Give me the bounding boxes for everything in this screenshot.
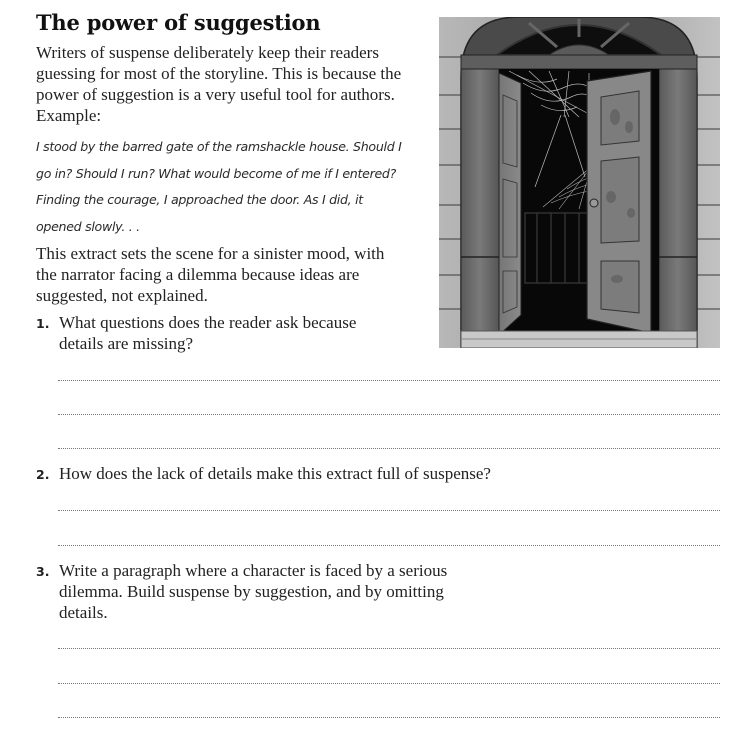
question-number: 2. — [36, 467, 50, 482]
answer-line-q2[interactable] — [58, 510, 720, 511]
intro-line: Example: — [36, 106, 102, 125]
analysis-line: the narrator facing a dilemma because ideas are — [36, 265, 360, 284]
answer-line-q1[interactable] — [58, 414, 720, 415]
extract-line: Finding the courage, I approached the door. As I did, it — [36, 192, 363, 207]
example-extract — [36, 134, 436, 240]
question-2 — [36, 463, 491, 484]
answer-line-q2[interactable] — [58, 545, 720, 546]
analysis-line: suggested, not explained. — [36, 286, 208, 305]
question-text: dilemma. Build suspense by suggestion, and by omitting — [59, 582, 444, 601]
right-pillar — [659, 69, 697, 348]
page-title: The power of suggestion — [36, 10, 321, 35]
question-text: Write a paragraph where a character is faced by a serious — [59, 561, 448, 580]
answer-line-q1[interactable] — [58, 380, 720, 381]
analysis-line: This extract sets the scene for a sinister mood, with — [36, 244, 385, 263]
answer-line-q3[interactable] — [58, 717, 720, 718]
intro-line: power of suggestion is a very useful tool for authors. — [36, 85, 395, 104]
left-pillar — [461, 69, 499, 348]
analysis-paragraph — [36, 243, 436, 306]
question-3 — [36, 560, 447, 623]
question-text: What questions does the reader ask because — [59, 313, 357, 332]
question-text: details. — [59, 603, 108, 622]
door-illustration-svg — [439, 17, 720, 348]
left-door-leaf — [499, 73, 521, 335]
door-lintel — [461, 55, 697, 69]
answer-line-q3[interactable] — [58, 683, 720, 684]
answer-line-q1[interactable] — [58, 448, 720, 449]
extract-line: I stood by the barred gate of the ramshackle house. Should I — [36, 139, 402, 154]
door-knob — [590, 199, 598, 207]
extract-line: go in? Should I run? What would become of me if I entered? — [36, 165, 396, 181]
question-number: 1. — [36, 316, 50, 331]
intro-line: Writers of suspense deliberately keep their readers — [36, 43, 379, 62]
intro-paragraph — [36, 42, 436, 126]
intro-line: guessing for most of the storyline. This is because the — [36, 64, 402, 83]
question-1 — [36, 312, 356, 354]
extract-line: opened slowly. . . — [36, 218, 140, 234]
question-text: details are missing? — [59, 334, 194, 353]
haunted-door-illustration — [439, 17, 720, 348]
answer-line-q3[interactable] — [58, 648, 720, 649]
question-text: How does the lack of details make this extract full of suspense? — [59, 464, 491, 483]
question-number: 3. — [36, 564, 50, 579]
